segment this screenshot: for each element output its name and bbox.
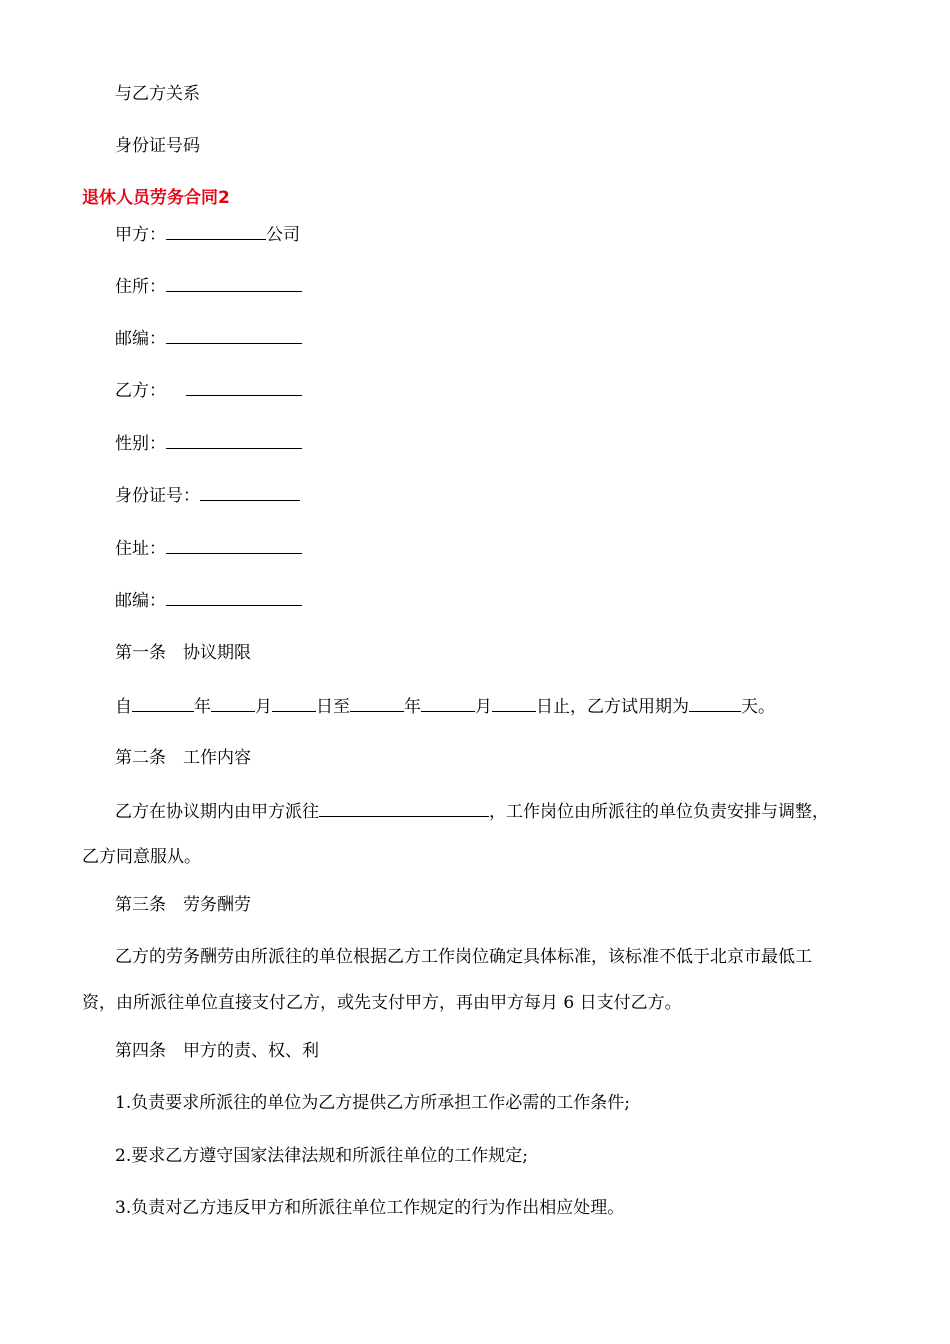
article4-title: 第四条 甲方的责、权、利 — [115, 1041, 319, 1061]
residence-field — [115, 536, 302, 561]
party-a-field — [115, 222, 300, 247]
postcode2-field — [115, 588, 302, 613]
party-a-blank — [166, 222, 266, 240]
article1-title: 第一条 协议期限 — [115, 643, 251, 663]
residence-label: 住址： — [115, 539, 166, 559]
gender-label: 性别： — [115, 434, 166, 454]
article3-body-line2: 资，由所派往单位直接支付乙方，或先支付甲方，再由甲方每月 6 日支付乙方。 — [82, 993, 682, 1013]
party-a-suffix: 公司 — [266, 225, 300, 245]
text-month: 月 — [255, 697, 272, 717]
residence-blank — [166, 536, 302, 554]
section-heading: 退休人员劳务合同2 — [82, 188, 230, 208]
article4-item: 1.负责要求所派往的单位为乙方提供乙方所承担工作必需的工作条件; — [115, 1093, 630, 1113]
article1-term-line — [115, 694, 775, 719]
address-field — [115, 274, 302, 299]
party-b-label: 乙方： — [115, 381, 166, 401]
trial-days-blank — [689, 694, 741, 712]
start-month-blank — [211, 694, 255, 712]
article2-text-b: ，工作岗位由所派往的单位负责安排与调整， — [489, 802, 829, 822]
dispatch-unit-blank — [319, 799, 489, 817]
article2-title: 第二条 工作内容 — [115, 748, 251, 768]
text-from: 自 — [115, 697, 132, 717]
end-month-blank — [421, 694, 475, 712]
postcode2-label: 邮编： — [115, 591, 166, 611]
end-day-blank — [492, 694, 536, 712]
article4-item: 2.要求乙方遵守国家法律法规和所派往单位的工作规定; — [115, 1146, 528, 1166]
postcode-field — [115, 326, 302, 351]
gender-field — [115, 431, 302, 456]
text-month2: 月 — [475, 697, 492, 717]
article2-text-a: 乙方在协议期内由甲方派往 — [115, 802, 319, 822]
party-b-blank — [186, 378, 302, 396]
end-year-blank — [350, 694, 404, 712]
address-blank — [166, 274, 302, 292]
article4-item: 3.负责对乙方违反甲方和所派往单位工作规定的行为作出相应处理。 — [115, 1198, 625, 1218]
start-day-blank — [272, 694, 316, 712]
id-field — [115, 483, 300, 508]
text-year: 年 — [194, 697, 211, 717]
text-trial: 日止，乙方试用期为 — [536, 697, 689, 717]
address-label: 住所： — [115, 277, 166, 297]
party-a-label: 甲方： — [115, 225, 166, 245]
text-year2: 年 — [404, 697, 421, 717]
text-day-to: 日至 — [316, 697, 350, 717]
id-number-label: 身份证号码 — [115, 136, 200, 156]
id-label: 身份证号： — [115, 486, 200, 506]
article2-body-cont: 乙方同意服从。 — [82, 847, 201, 867]
article2-body — [115, 799, 829, 824]
postcode2-blank — [166, 588, 302, 606]
id-blank — [200, 483, 300, 501]
article3-body-line1: 乙方的劳务酬劳由所派往的单位根据乙方工作岗位确定具体标准，该标准不低于北京市最低工 — [115, 947, 812, 967]
relation-label: 与乙方关系 — [115, 84, 200, 104]
party-b-field — [115, 378, 302, 403]
postcode-label: 邮编： — [115, 329, 166, 349]
postcode-blank — [166, 326, 302, 344]
article3-title: 第三条 劳务酬劳 — [115, 895, 251, 915]
start-year-blank — [132, 694, 194, 712]
gender-blank — [166, 431, 302, 449]
text-days: 天。 — [741, 697, 775, 717]
